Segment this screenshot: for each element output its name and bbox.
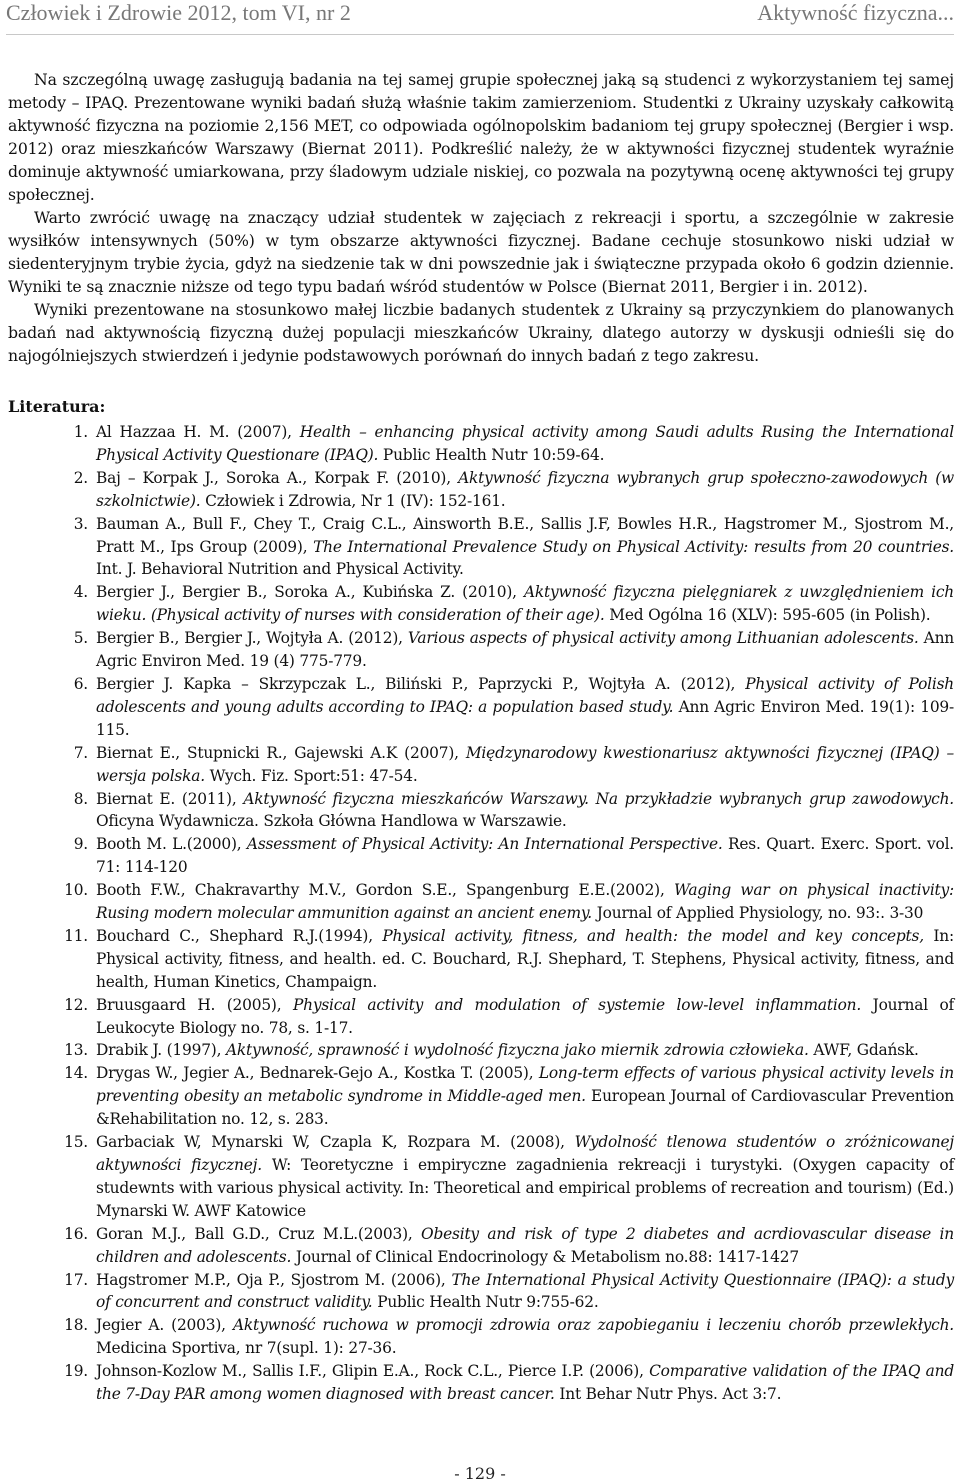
reference-source: Ann Agric Environ Med. 19 (4) 775-779. bbox=[96, 629, 954, 671]
reference-source: Wych. Fiz. Sport:51: 47-54. bbox=[204, 766, 418, 785]
reference-title: Aktywność fizyczna mieszkańców Warszawy. Na przykładzie wybranych grup zawodowych. bbox=[243, 789, 954, 808]
reference-item bbox=[8, 1314, 954, 1360]
reference-text bbox=[96, 1360, 954, 1406]
reference-item bbox=[8, 1039, 954, 1062]
reference-number: 10. bbox=[64, 881, 88, 900]
reference-title: Aktywność ruchowa w promocji zdrowia oraz zapobieganiu i leczeniu chorób przewlekłych. bbox=[232, 1316, 954, 1335]
reference-title: Aktywność fizyczna wybranych grup społeczno-zawodowych (w szkolnictwie). bbox=[96, 468, 955, 510]
reference-text bbox=[96, 627, 954, 673]
reference-authors: Bruusgaard H. (2005), bbox=[96, 995, 293, 1014]
reference-item bbox=[8, 627, 954, 673]
literature-heading: Literatura: bbox=[8, 397, 106, 416]
reference-title: Long-term effects of various physical activity levels in preventing obesity an metabolic syndrome in Middle-aged men. bbox=[96, 1064, 954, 1106]
reference-authors: Bergier J. Kapka – Skrzypczak L., Biliński P., Paprzycki P., Wojtyła A. (2012), bbox=[96, 674, 746, 693]
reference-authors: Biernat E., Stupnicki R., Gajewski A.K (2007), bbox=[96, 743, 466, 762]
reference-number: 4. bbox=[73, 583, 88, 602]
reference-text bbox=[96, 994, 954, 1040]
reference-source: Journal of Leukocyte Biology no. 78, s. 1-17. bbox=[96, 995, 955, 1037]
header-divider bbox=[6, 34, 954, 35]
reference-title: Aktywność fizyczna pielęgniarek z uwzględnieniem ich wieku. (Physical activity of nurses with consideration of their age). bbox=[96, 583, 954, 625]
header-article-title: Aktywność fizyczna... bbox=[757, 0, 954, 25]
reference-item bbox=[8, 581, 954, 627]
reference-text bbox=[96, 879, 954, 925]
reference-number: 6. bbox=[73, 674, 88, 693]
reference-text bbox=[96, 421, 954, 467]
reference-authors: Baj – Korpak J., Soroka A., Korpak F. (2010), bbox=[96, 468, 459, 487]
reference-authors: Goran M.J., Ball G.D., Cruz M.L.(2003), bbox=[96, 1224, 422, 1243]
reference-authors: Garbaciak W, Mynarski W, Czapla K, Rozpara M. (2008), bbox=[96, 1133, 575, 1152]
reference-text bbox=[96, 833, 954, 879]
reference-title: Physical activity and modulation of systemie low-level inflammation. bbox=[292, 995, 862, 1014]
reference-source: Res. Quart. Exerc. Sport. vol. 71: 114-120 bbox=[96, 835, 954, 877]
reference-item bbox=[8, 421, 954, 467]
reference-text bbox=[96, 467, 954, 513]
reference-title: Aktywność, sprawność i wydolność fizyczna jako miernik zdrowia człowieka. bbox=[226, 1041, 809, 1060]
reference-item bbox=[8, 833, 954, 879]
reference-title: Various aspects of physical activity among Lithuanian adolescents. bbox=[407, 629, 919, 648]
reference-source: Ann Agric Environ Med. 19(1): 109-115. bbox=[96, 697, 954, 739]
reference-source: Int. J. Behavioral Nutrition and Physical Activity. bbox=[96, 560, 464, 579]
reference-item bbox=[8, 994, 954, 1040]
reference-number: 11. bbox=[64, 926, 88, 945]
reference-number: 2. bbox=[73, 468, 88, 487]
reference-text bbox=[96, 1039, 954, 1062]
reference-source: Med Ogólna 16 (XLV): 595-605 (in Polish). bbox=[604, 606, 931, 625]
reference-item bbox=[8, 513, 954, 582]
reference-item bbox=[8, 1131, 954, 1223]
reference-item bbox=[8, 925, 954, 994]
page-number: - 129 - bbox=[454, 1464, 506, 1483]
reference-number: 18. bbox=[64, 1316, 88, 1335]
reference-text bbox=[96, 1314, 954, 1360]
reference-text bbox=[96, 925, 954, 994]
reference-title: Obesity and risk of type 2 diabetes and acrdiovascular disease in children and adolescents. bbox=[96, 1224, 954, 1266]
reference-title: Comparative validation of the IPAQ and the 7-Day PAR among women diagnosed with breast cancer. bbox=[96, 1362, 954, 1404]
reference-item bbox=[8, 1360, 954, 1406]
reference-authors: Jegier A. (2003), bbox=[96, 1316, 233, 1335]
reference-source: Medicina Sportiva, nr 7(supl. 1): 27-36. bbox=[96, 1339, 397, 1358]
reference-source: Journal of Clinical Endocrinology & Metabolism no.88: 1417-1427 bbox=[291, 1247, 799, 1266]
reference-title: Wydolność tlenowa studentów o zróżnicowanej aktywności fizycznej. bbox=[96, 1133, 955, 1174]
reference-number: 1. bbox=[73, 423, 88, 441]
reference-source: Public Health Nutr 9:755-62. bbox=[372, 1293, 599, 1312]
reference-title: The International Prevalence Study on Physical Activity: results from 20 countries. bbox=[313, 537, 955, 556]
reference-text bbox=[96, 581, 954, 627]
reference-authors: Al Hazzaa H. M. (2007), bbox=[96, 423, 300, 441]
reference-source: AWF, Gdańsk. bbox=[808, 1041, 919, 1060]
reference-authors: Booth F.W., Chakravarthy M.V., Gordon S.E., Spangenburg E.E.(2002), bbox=[96, 881, 675, 900]
reference-authors: Biernat E. (2011), bbox=[96, 789, 244, 808]
reference-title: Physical activity, fitness, and health: the model and key concepts, bbox=[382, 926, 924, 945]
discussion-text bbox=[8, 68, 954, 367]
reference-number: 9. bbox=[73, 835, 88, 854]
reference-number: 13. bbox=[64, 1041, 88, 1060]
reference-item bbox=[8, 467, 954, 513]
reference-source: Journal of Applied Physiology, no. 93:. 3-30 bbox=[592, 904, 924, 923]
reference-source: Człowiek i Zdrowia, Nr 1 (IV): 152-161. bbox=[200, 491, 506, 510]
reference-number: 8. bbox=[73, 789, 88, 808]
reference-item bbox=[8, 879, 954, 925]
reference-item bbox=[8, 742, 954, 788]
reference-number: 17. bbox=[64, 1270, 88, 1289]
reference-item bbox=[8, 1223, 954, 1269]
reference-source: Oficyna Wydawnicza. Szkoła Główna Handlowa w Warszawie. bbox=[96, 812, 567, 831]
reference-title: Międzynarodowy kwestionariusz aktywności fizycznej (IPAQ) – wersja polska. bbox=[96, 743, 955, 785]
reference-number: 16. bbox=[64, 1224, 88, 1243]
reference-number: 15. bbox=[64, 1133, 88, 1152]
reference-authors: Drabik J. (1997), bbox=[96, 1041, 226, 1060]
reference-number: 3. bbox=[73, 514, 88, 533]
reference-title: Waging war on physical inactivity: Rusing modern molecular ammunition against an ancient enemy. bbox=[96, 881, 954, 923]
reference-item bbox=[8, 1269, 954, 1315]
reference-source: W: Teoretyczne i empiryczne zagadnienia rekreacji i turystyki. (Oxygen capacity of studewnts with various physical activity. In: Theoretical and empirical problems of recreation and tourism) (Ed.) Mynarski W. AWF Katowice bbox=[96, 1156, 954, 1220]
paragraph: Warto zwrócić uwagę na znaczący udział studentek w zajęciach z rekreacji i sportu, a szczególnie w zakresie wysiłków intensywnych (50%) w tym obszarze aktywności fizycznej. Badane cechuje stosunkowo niski udział w siedenteryjnym trybie życia, gdyż na siedzenie tak w dni powszednie jak i świąteczne przypada około 6 godzin dziennie. Wyniki te są znacznie niższe od tego typu badań wśród studentów w Polsce (Biernat 2011, Bergier i in. 2012). bbox=[8, 208, 954, 296]
reference-item bbox=[8, 788, 954, 834]
reference-authors: Drygas W., Jegier A., Bednarek-Gejo A., Kostka T. (2005), bbox=[96, 1064, 539, 1083]
header-journal: Człowiek i Zdrowie 2012, tom VI, nr 2 bbox=[6, 0, 351, 25]
reference-source: In: Physical activity, fitness, and health. ed. C. Bouchard, R.J. Shephard, T. Stephens, Physical activity, fitness, and health, Human Kinetics, Champaign. bbox=[96, 926, 954, 991]
reference-number: 5. bbox=[73, 629, 88, 648]
reference-text bbox=[96, 673, 954, 742]
reference-number: 12. bbox=[64, 995, 88, 1014]
reference-text bbox=[96, 513, 954, 582]
reference-item bbox=[8, 1062, 954, 1131]
reference-authors: Hagstromer M.P., Oja P., Sjostrom M. (2006), bbox=[96, 1270, 452, 1289]
reference-text bbox=[96, 788, 954, 834]
reference-title: Assessment of Physical Activity: An International Perspective. bbox=[246, 835, 723, 854]
reference-text bbox=[96, 1131, 954, 1223]
reference-authors: Johnson-Kozlow M., Sallis I.F., Glipin E.A., Rock C.L., Pierce I.P. (2006), bbox=[96, 1362, 650, 1381]
reference-title: Physical activity of Polish adolescents and young adults according to IPAQ: a population based study. bbox=[96, 674, 954, 716]
reference-source: European Journal of Cardiovascular Prevention &Rehabilitation no. 12, s. 283. bbox=[96, 1087, 955, 1129]
reference-text bbox=[96, 1223, 954, 1269]
reference-source: Public Health Nutr 10:59-64. bbox=[378, 445, 605, 464]
reference-source: Int Behar Nutr Phys. Act 3:7. bbox=[554, 1385, 782, 1404]
reference-authors: Bouchard C., Shephard R.J.(1994), bbox=[96, 926, 383, 945]
paragraph: Na szczególną uwagę zasługują badania na tej samej grupie społecznej jaką są studenci z wykorzystaniem tej samej metody – IPAQ. Prezentowane wyniki badań służą właśnie takim zamierzeniom. Studentki z Ukrainy uzyskały całkowitą aktywność fizyczna na poziomie 2,156 MET, co odpowiada ogólnopolskim badaniom tej grupy społecznej (Bergier i wsp. 2012) oraz mieszkańców Warszawy (Biernat 2011). Podkreślić należy, że w aktywności fizycznej studentek wyraźnie dominuje aktywność umiarkowana, przy śladowym udziale niskiej, co pozwala na pozytywną ocenę aktywności tej grupy społecznej. bbox=[8, 70, 954, 204]
reference-authors: Booth M. L.(2000), bbox=[96, 835, 247, 854]
reference-authors: Bergier J., Bergier B., Soroka A., Kubińska Z. (2010), bbox=[96, 583, 524, 602]
reference-title: Health – enhancing physical activity among Saudi adults Rusing the International Physical Activity Questionare (IPAQ). bbox=[96, 423, 955, 464]
reference-text bbox=[96, 742, 954, 788]
reference-number: 19. bbox=[64, 1362, 88, 1381]
reference-list bbox=[8, 421, 954, 1406]
reference-title: The International Physical Activity Questionnaire (IPAQ): a study of concurrent and construct validity. bbox=[96, 1270, 954, 1312]
reference-authors: Bauman A., Bull F., Chey T., Craig C.L., Ainsworth B.E., Sallis J.F, Bowles H.R., Hagstromer M., Sjostrom M., Pratt M., Ips Group (2009), bbox=[96, 514, 954, 556]
reference-text bbox=[96, 1269, 954, 1315]
reference-item bbox=[8, 673, 954, 742]
reference-text bbox=[96, 1062, 954, 1131]
reference-number: 14. bbox=[64, 1064, 88, 1083]
paragraph: Wyniki prezentowane na stosunkowo małej liczbie badanych studentek z Ukrainy są przyczynkiem do planowanych badań nad aktywnością fizyczną dużej populacji mieszkańców Ukrainy, dlatego autorzy w dyskusji odnieśli się do najogólniejszych stwierdzeń i jedynie podstawowych porównań do innych badań z tego zakresu. bbox=[8, 300, 954, 365]
reference-authors: Bergier B., Bergier J., Wojtyła A. (2012), bbox=[96, 629, 408, 648]
reference-number: 7. bbox=[73, 743, 88, 762]
